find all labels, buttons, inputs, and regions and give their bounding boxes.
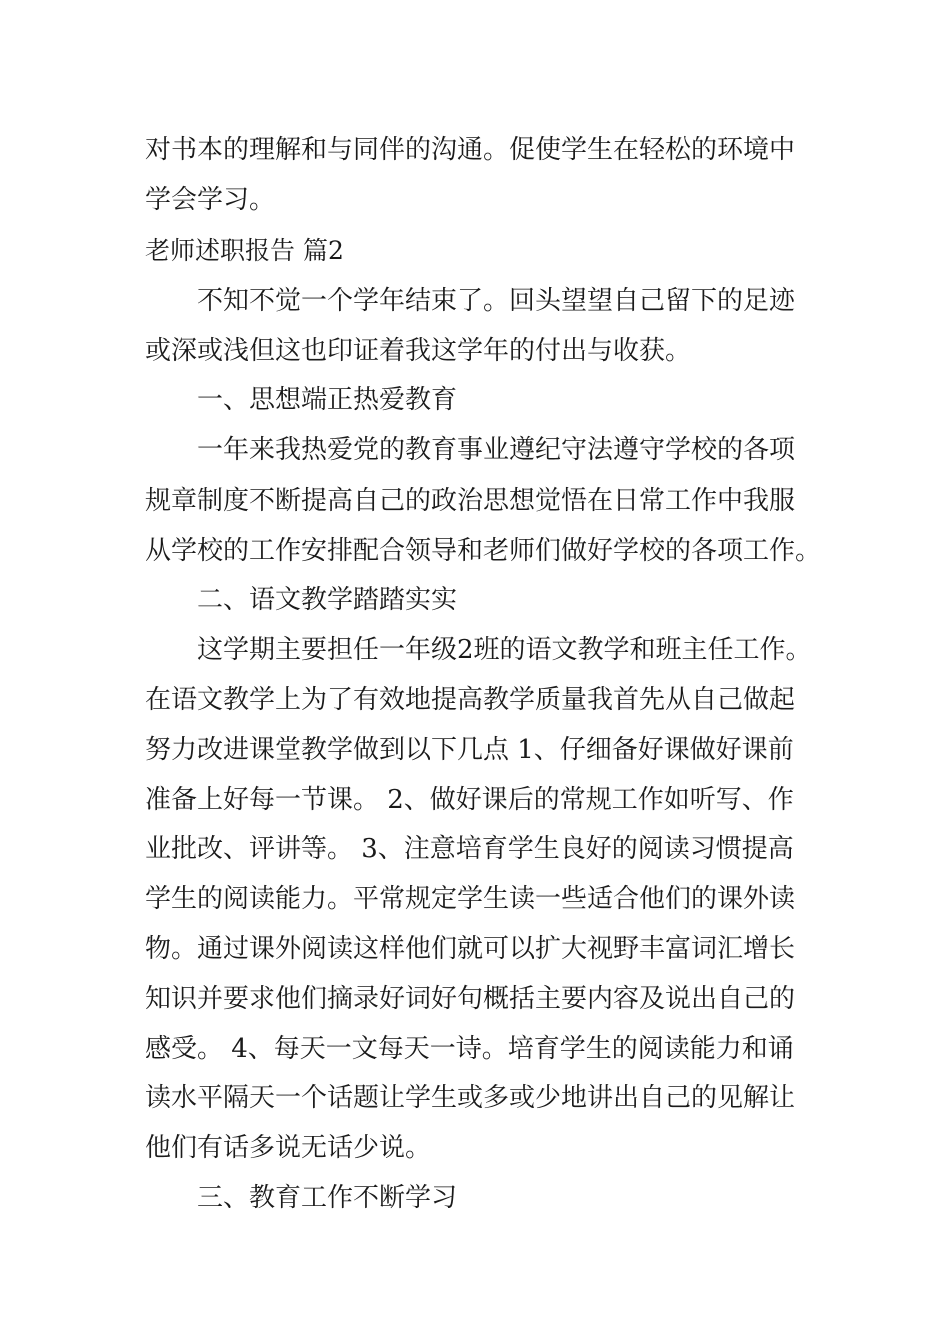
heading-3: 三、教育工作不断学习: [197, 1183, 458, 1213]
paragraph-line: 一年来我热爱党的教育事业遵纪守法遵守学校的各项: [197, 435, 796, 465]
heading-1: 一、思想端正热爱教育: [197, 385, 458, 415]
paragraph-line: 知识并要求他们摘录好词好句概括主要内容及说出自己的: [145, 984, 796, 1014]
paragraph-line: 从学校的工作安排配合领导和老师们做好学校的各项工作。: [145, 536, 822, 566]
heading-2: 二、语文教学踏踏实实: [197, 585, 458, 615]
paragraph-line: 他们有话多说无话少说。: [145, 1133, 432, 1163]
paragraph-line: 努力改进课堂教学做到以下几点 1、仔细备好课做好课前: [145, 735, 794, 765]
paragraph-line: 在语文教学上为了有效地提高教学质量我首先从自己做起: [145, 685, 796, 715]
paragraph-line: 读水平隔天一个话题让学生或多或少地讲出自己的见解让: [145, 1083, 796, 1113]
paragraph-line: 或深或浅但这也印证着我这学年的付出与收获。: [145, 336, 692, 366]
paragraph-line: 规章制度不断提高自己的政治思想觉悟在日常工作中我服: [145, 486, 796, 516]
paragraph-line: 学会学习。: [145, 185, 276, 215]
paragraph-line: 对书本的理解和与同伴的沟通。促使学生在轻松的环境中: [145, 135, 796, 165]
paragraph-line: 这学期主要担任一年级2班的语文教学和班主任工作。: [197, 635, 812, 665]
section-title: 老师述职报告 篇2: [145, 236, 344, 265]
paragraph-line: 感受。 4、每天一文每天一诗。培育学生的阅读能力和诵: [145, 1034, 794, 1064]
paragraph-line: 学生的阅读能力。平常规定学生读一些适合他们的课外读: [145, 884, 796, 914]
paragraph-line: 物。通过课外阅读这样他们就可以扩大视野丰富词汇增长: [145, 934, 796, 964]
paragraph-line: 业批改、评讲等。 3、注意培育学生良好的阅读习惯提高: [145, 834, 794, 864]
paragraph-line: 准备上好每一节课。 2、做好课后的常规工作如听写、作: [145, 785, 794, 815]
paragraph-line: 不知不觉一个学年结束了。回头望望自己留下的足迹: [197, 286, 796, 316]
